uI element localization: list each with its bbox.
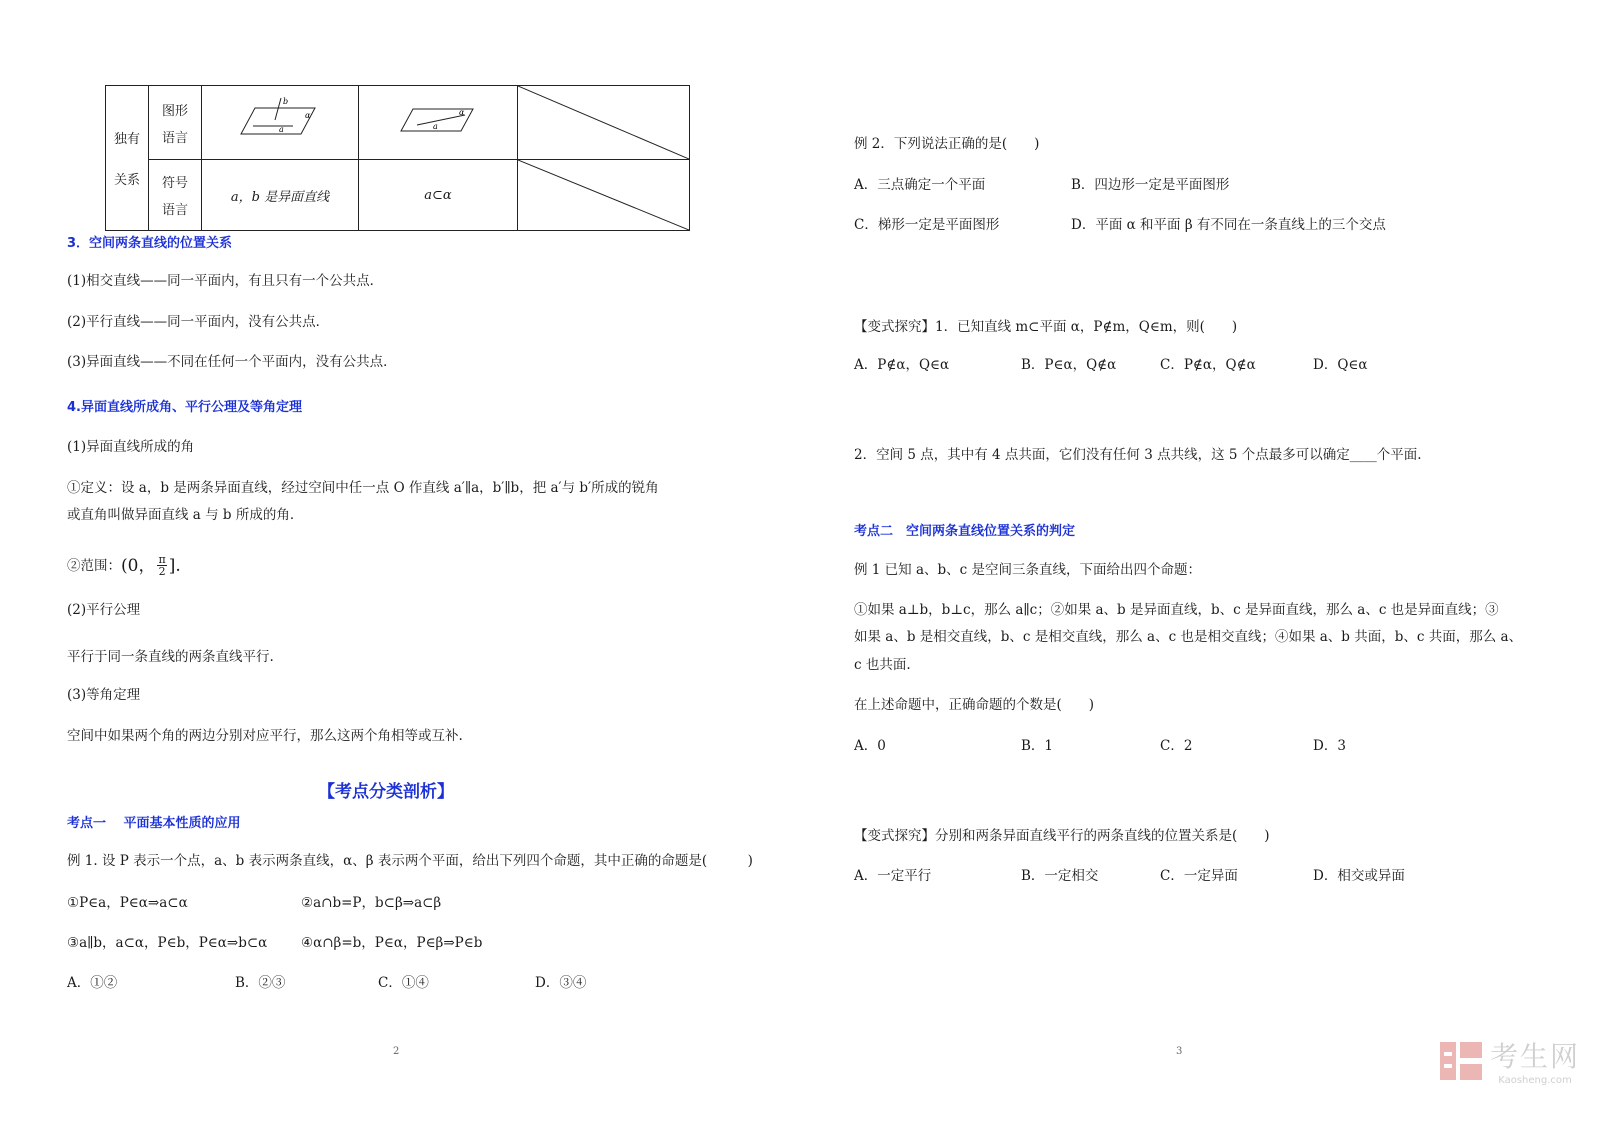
pi-over-2: π 2 <box>158 553 166 578</box>
kaosheng-logo-icon <box>1438 1038 1484 1084</box>
para-4-3a: 空间中如果两个角的两边分别对应平行，那么这两个角相等或互补. <box>67 728 463 744</box>
row-group-label-1: 独有 <box>113 132 140 147</box>
heading-4: 4.异面直线所成角、平行公理及等角定理 <box>67 400 302 415</box>
ex2-option-a: A．三点确定一个平面 <box>854 177 986 193</box>
svg-text:b: b <box>283 96 289 106</box>
ex21-option-c: C．2 <box>1160 738 1193 754</box>
claim-3: ③a∥b，a⊂α，P∈b，P∈α⇒b⊂α <box>67 935 268 951</box>
skew-lines-figure <box>235 96 325 146</box>
sym-in-plane: a⊂α <box>359 160 518 231</box>
para-3-2: (2)平行直线——同一平面内，没有公共点． <box>67 314 330 330</box>
range-line: ②范围： (0， π 2 ]. <box>67 553 181 578</box>
option-a: A．①② <box>67 975 118 991</box>
example-2-1: 例 1 已知 a、b、c 是空间三条直线，下面给出四个命题： <box>854 562 1202 578</box>
sym-skew: a，b 是异面直线 <box>202 160 359 231</box>
variant-2: 2．空间 5 点，其中有 4 点共面，它们没有任何 3 点共线，这 5 个点最多可以确定____个平面. <box>854 447 1422 463</box>
ex2-option-b: B．四边形一定是平面图形 <box>1071 177 1230 193</box>
kaodian-1: 考点一 平面基本性质的应用 <box>67 816 241 831</box>
variant-3: 【变式探究】分别和两条异面直线平行的两条直线的位置关系是( ) <box>854 828 1270 844</box>
ex21-option-b: B．1 <box>1021 738 1054 754</box>
ex21-option-d: D．3 <box>1313 738 1346 754</box>
para-4-2: (2)平行公理 <box>67 602 141 618</box>
ex2-option-d: D．平面 α 和平面 β 有不同在一条直线上的三个交点 <box>1071 217 1386 233</box>
para-3-3: (3)异面直线——不同在任何一个平面内，没有公共点． <box>67 354 397 370</box>
watermark-url: Kaosheng.com <box>1498 1075 1572 1086</box>
svg-text:a: a <box>279 124 284 134</box>
claim-4: ④α∩β=b，P∈α，P∈β⇒P∈b <box>301 935 483 951</box>
variant-3-option-c: C．一定异面 <box>1160 868 1238 884</box>
variant-1-option-a: A．P∉α，Q∈α <box>854 357 950 373</box>
row-group-label-2: 关系 <box>113 173 140 188</box>
relation-table <box>105 85 690 231</box>
heading-3: 3．空间两条直线的位置关系 <box>67 236 233 251</box>
page-number-right: 3 <box>1176 1046 1183 1057</box>
line-in-plane-figure <box>393 101 483 141</box>
empty-diagonal-cell <box>518 86 690 160</box>
para-4-1: (1)异面直线所成的角 <box>67 439 195 455</box>
claim-2: ②a∩b=P，b⊂β⇒a⊂β <box>301 895 442 911</box>
ex21-line-3: c 也共面. <box>854 657 911 673</box>
claim-1: ①P∈a，P∈α⇒a⊂α <box>67 895 188 911</box>
svg-text:α: α <box>305 110 311 120</box>
watermark-text: 考生网 <box>1489 1040 1580 1073</box>
variant-3-option-a: A．一定平行 <box>854 868 932 884</box>
row-group-label <box>106 86 149 231</box>
variant-3-option-d: D．相交或异面 <box>1313 868 1405 884</box>
page-number: 2 <box>393 1046 400 1057</box>
variant-1-option-d: D．Q∈α <box>1313 357 1368 373</box>
ex21-option-a: A．0 <box>854 738 886 754</box>
answer-blank: ____ <box>1349 447 1377 463</box>
example-2: 例 2．下列说法正确的是( ) <box>854 136 1040 152</box>
variant-1-option-c: C．P∉α，Q∉α <box>1160 357 1256 373</box>
para-3-1: (1)相交直线——同一平面内，有且只有一个公共点． <box>67 273 384 289</box>
right-page <box>800 0 1600 1122</box>
para-4-def-2: 或直角叫做异面直线 a 与 b 所成的角． <box>67 507 304 523</box>
ex2-option-c: C．梯形一定是平面图形 <box>854 217 1000 233</box>
fig-line-in-plane <box>359 86 518 160</box>
svg-text:α: α <box>459 107 465 117</box>
svg-text:a: a <box>433 121 438 131</box>
fig-label: 图形 语言 <box>149 86 202 160</box>
variant-3-option-b: B．一定相交 <box>1021 868 1099 884</box>
kaodian-2: 考点二 空间两条直线位置关系的判定 <box>854 524 1076 539</box>
sym-label: 符号 语言 <box>149 160 202 231</box>
para-4-3: (3)等角定理 <box>67 687 141 703</box>
variant-1: 【变式探究】1．已知直线 m⊂平面 α，P∉m，Q∈m，则( ) <box>854 319 1238 335</box>
variant-1-option-b: B．P∈α，Q∉α <box>1021 357 1117 373</box>
option-d: D．③④ <box>535 975 587 991</box>
para-4-2a: 平行于同一条直线的两条直线平行. <box>67 649 274 665</box>
ex21-line-1: ①如果 a⊥b，b⊥c，那么 a∥c；②如果 a、b 是异面直线，b、c 是异面直线，那么 a、c 也是异面直线；③ <box>854 602 1499 618</box>
watermark <box>1438 1035 1580 1086</box>
para-4-def-1: ①定义：设 a，b 是两条异面直线，经过空间中任一点 O 作直线 a′∥a，b′∥b，把 a′与 b′所成的锐角 <box>67 480 659 496</box>
ex21-line-2: 如果 a、b 是相交直线，b、c 是相交直线，那么 a、c 也是相交直线；④如果 a、b 共面，b、c 共面，那么 a、 <box>854 629 1523 645</box>
empty-diagonal-cell-2 <box>518 160 690 231</box>
option-c: C．①④ <box>378 975 429 991</box>
option-b: B．②③ <box>235 975 286 991</box>
ex21-question: 在上述命题中，正确命题的个数是( ) <box>854 697 1095 713</box>
example-1: 例 1. 设 P 表示一个点，a、b 表示两条直线，α、β 表示两个平面，给出下列四个命题，其中正确的命题是( ) <box>67 853 753 869</box>
fig-skew-lines <box>202 86 359 160</box>
section-title: 【考点分类剖析】 <box>318 782 454 802</box>
